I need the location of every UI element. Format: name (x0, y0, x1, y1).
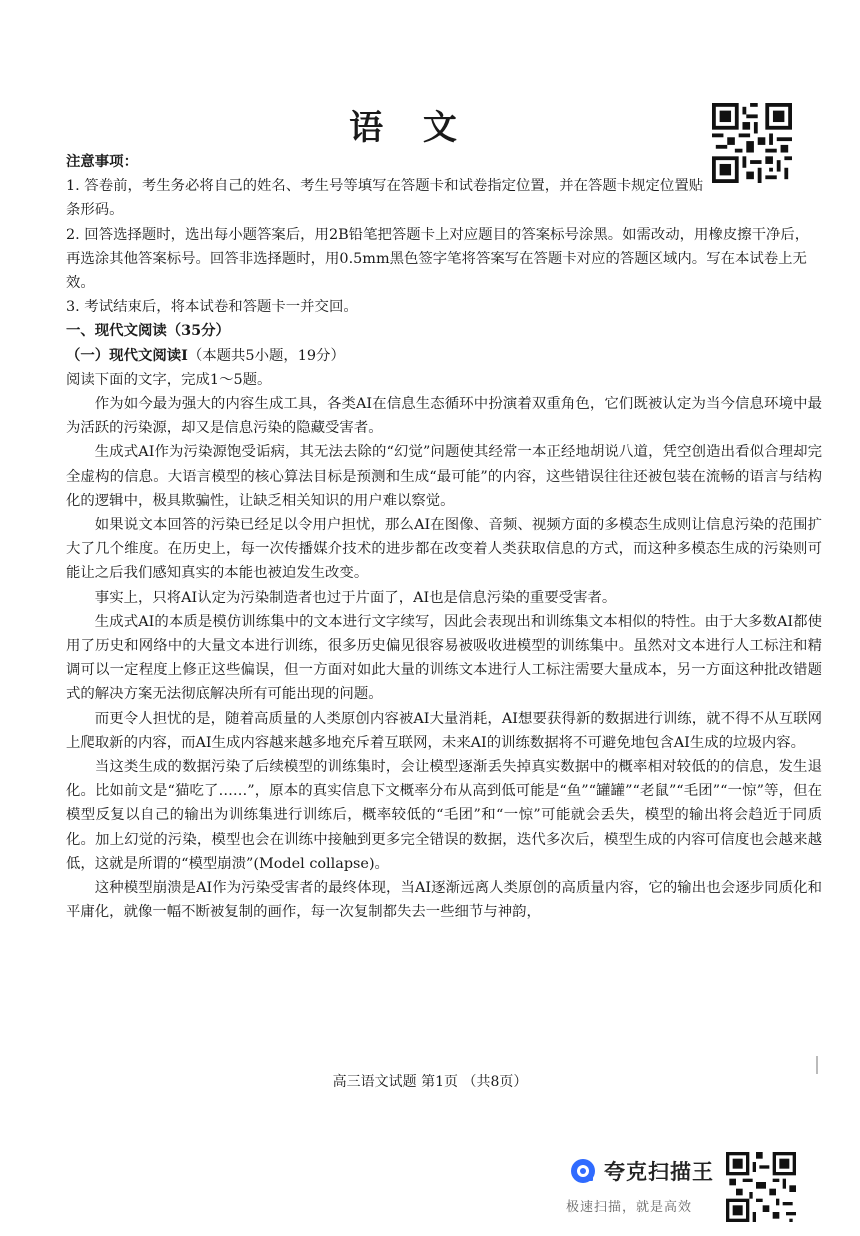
passage-paragraph: 当这类生成的数据污染了后续模型的训练集时，会让模型逐渐丢失掉真实数据中的概率相对较低的的信息，发生退化。比如前文是“猫吃了……”，原本的真实信息下文概率分布从高到低可能是“鱼”“罐罐”“老鼠”“毛团”“一惊”等，但在模型反复以自己的输出为训练集进行训练后，概率较低的“毛团”和“一惊”可能就会丢失，模型的输出将会趋近于同质化。加上幻觉的污染，模型也会在训练中接触到更多完全错误的数据，迭代多次后，模型生成的内容可信度也会越来越低，这就是所谓的“模型崩溃”(Model collapse)。 (66, 759, 822, 872)
sub-section-heading (66, 344, 822, 368)
passage-paragraph: 作为如今最为强大的内容生成工具，各类AI在信息生态循环中扮演着双重角色，它们既被认定为当今信息环境中最为活跃的污染源，却又是信息污染的隐藏受害者。 (66, 396, 822, 437)
passage-paragraph: 生成式AI作为污染源饱受诟病，其无法去除的“幻觉”问题使其经常一本正经地胡说八道，凭空创造出看似合理却完全虚构的信息。大语言模型的核心算法目标是预测和生成“最可能”的内容，这些错误往往还被包装在流畅的语言与结构化的逻辑中，极具欺骗性，让缺乏相关知识的用户难以察觉。 (66, 444, 822, 509)
sub-section-note: （本题共5小题，19分） (187, 347, 345, 364)
page-title: 语 文 (349, 108, 471, 148)
notice-item-2: 2. 回答选择题时，选出每小题答案后，用2B铅笔把答题卡上对应题目的答案标号涂黑。如需改动，用橡皮擦干净后，再选涂其他答案标号。回答非选择题时，用0.5mm黑色签字笔将答案写在答题卡对应的答题区域内。写在本试卷上无效。 (66, 226, 810, 292)
sub-section-title: （一）现代文阅读Ⅰ (66, 346, 188, 364)
passage-paragraph: 如果说文本回答的污染已经足以令用户担忧，那么AI在图像、音频、视频方面的多模态生成则让信息污染的范围扩大了几个维度。在历史上，每一次传播媒介技术的进步都在改变着人类获取信息的方式，而这种多模态生成的污染则可能让之后我们感知真实的本能也被迫发生改变。 (66, 517, 822, 582)
scanner-watermark (562, 1150, 722, 1222)
brand-name: 夸克扫描王 (604, 1160, 714, 1184)
passage-paragraph: 生成式AI的本质是模仿训练集中的文本进行文字续写，因此会表现出和训练集文本相似的特性。由于大多数AI都使用了历史和网络中的大量文本进行训练，很多历史偏见很容易被吸收进模型的训练集中。虽然对文本进行人工标注和精调可以一定程度上修正这些偏误，但一方面对如此大量的训练文本进行人工标注需要大量成本，另一方面这种批改错题式的解决方案无法彻底解决所有可能出现的问题。 (66, 613, 822, 703)
page-footer: 高三语文试题 第1页 （共8页） (332, 1074, 528, 1090)
notice-heading: 注意事项： (66, 153, 138, 170)
section-heading: 一、现代文阅读（35分） (66, 322, 230, 340)
passage-paragraph: 而更令人担忧的是，随着高质量的人类原创内容被AI大量消耗，AI想要获得新的数据进行训练，就不得不从互联网上爬取新的内容，而AI生成内容越来越多地充斥着互联网，未来AI的训练数据将不可避免地包含AI生成的垃圾内容。 (66, 710, 822, 751)
qr-code-bottom (726, 1152, 796, 1222)
body-text (66, 150, 822, 925)
reading-instruction: 阅读下面的文字，完成1～5题。 (66, 371, 272, 388)
notice-item-1: 1. 答卷前，考生务必将自己的姓名、考生号等填写在答题卡和试卷指定位置，并在答题卡规定位置贴条形码。 (66, 178, 704, 219)
brand-slogan: 极速扫描，就是高效 (566, 1200, 693, 1215)
passage-paragraph: 事实上，只将AI认定为污染制造者也过于片面了，AI也是信息污染的重要受害者。 (94, 589, 617, 606)
notice-item-3: 3. 考试结束后，将本试卷和答题卡一并交回。 (66, 299, 358, 316)
passage-paragraph: 这种模型崩溃是AI作为污染受害者的最终体现，当AI逐渐远离人类原创的高质量内容，它的输出也会逐步同质化和平庸化，就像一幅不断被复制的画作，每一次复制都失去一些细节与神韵， (66, 880, 822, 921)
quark-logo-icon (570, 1158, 596, 1184)
